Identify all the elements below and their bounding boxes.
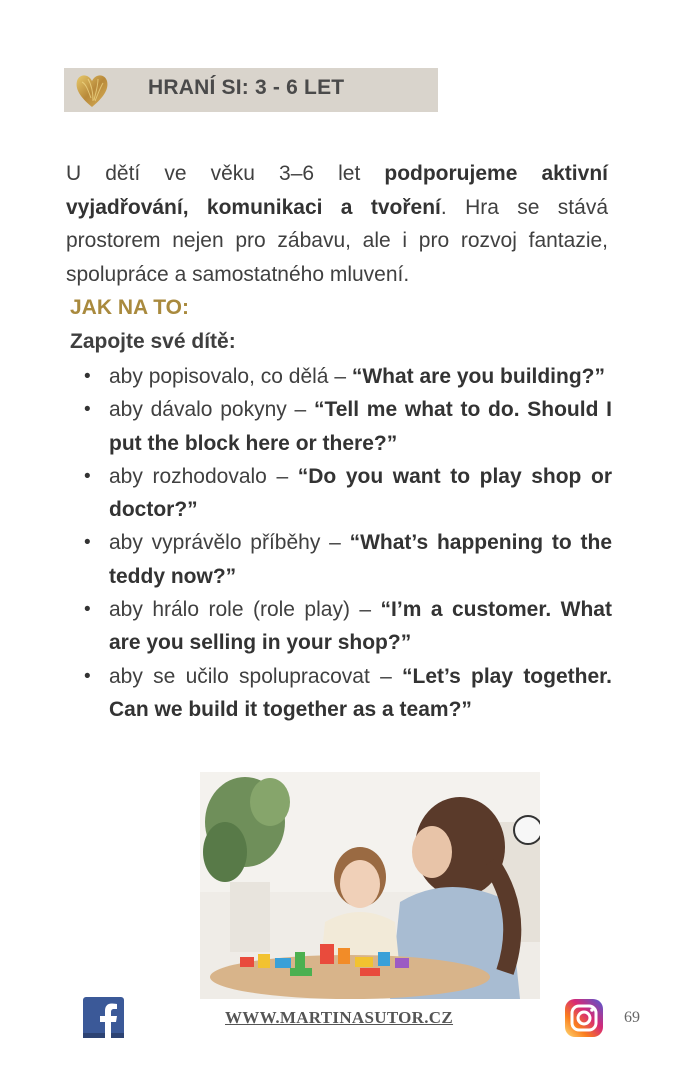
list-item: • aby hrálo role (role play) – “I’m a customer. What are you selling in your shop?” [82,593,612,660]
intro-paragraph: U dětí ve věku 3–6 let podporujeme aktivní vyjadřování, komunikaci a tvoření. Hra se stává prostorem nejen pro zábavu, ale i pro rozvoj fantazie, spolupráce a samostatného mluvení. [66,162,608,286]
photo-mother-child-blocks [200,772,540,999]
list-item: • aby vyprávělo příběhy – “What’s happening to the teddy now?” [82,526,612,593]
tips-list [82,360,612,726]
gold-heart-icon [72,70,112,110]
intro-emphasis: podporujeme aktivní vyjadřování, komunikaci a tvoření [66,162,608,219]
list-item: • aby se učilo spolupracovat – “Let’s play together. Can we build it together as a team?” [82,660,612,727]
page-number: 69 [624,1009,640,1026]
facebook-icon[interactable] [83,997,124,1038]
list-item: • aby dávalo pokyny – “Tell me what to do. Should I put the block here or there?” [82,393,612,460]
howto-heading: JAK NA TO: [70,296,190,319]
howto-subheading: Zapojte své dítě: [70,330,236,353]
instagram-icon[interactable] [564,998,604,1038]
website-link[interactable]: WWW.MARTINASUTOR.CZ [225,1008,454,1027]
list-item: • aby popisovalo, co dělá – “What are you building?” [82,360,612,393]
list-item: • aby rozhodovalo – “Do you want to play shop or doctor?” [82,460,612,527]
section-title: HRANÍ SI: 3 - 6 LET [148,76,345,99]
